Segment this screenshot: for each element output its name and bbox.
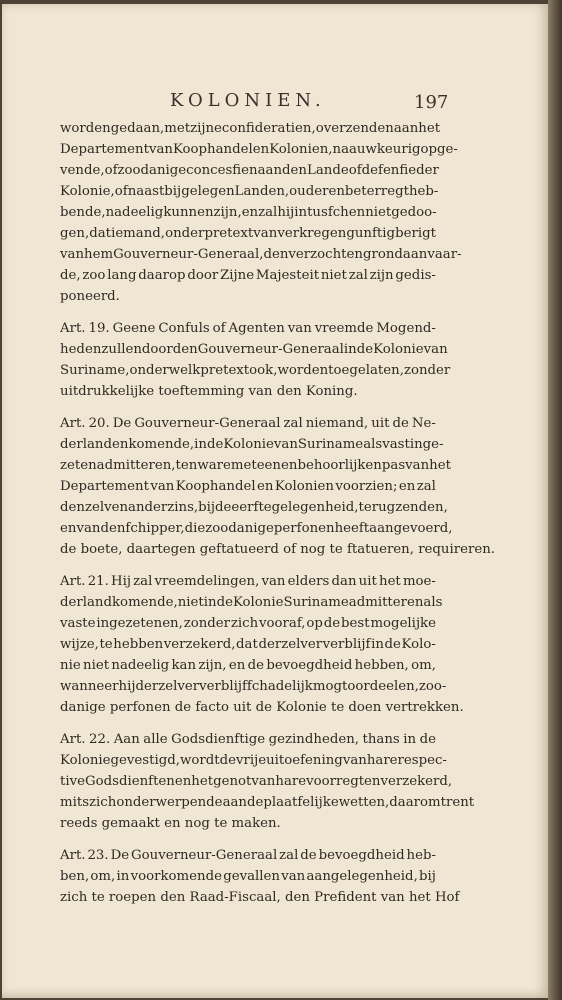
paragraph	[60, 729, 475, 834]
text-line: Art. 20. De Gouverneur-Generaal zal niemand, uit de Ne-	[60, 416, 436, 431]
text-line: Kolonie, of naastbij gelegen Landen, ouder en beter regt heb-	[60, 184, 439, 199]
text-line: Departement van Koophandel en Kolonien voorzien; en zal	[60, 479, 436, 494]
text-line: bende, nadeelig kunnen zijn, en zal hij intusfchen niet gedoo-	[60, 205, 437, 220]
text-line: Art. 23. De Gouverneur-Generaal zal de bevoegdheid heb-	[60, 848, 436, 863]
text-line: van hem Gouverneur-Generaal, den verzochten grond aanvaar-	[60, 247, 462, 262]
text-line: Departement van Koophandel en Kolonien, naauwkeurig opge-	[60, 142, 458, 157]
paragraph	[60, 571, 464, 718]
text-line: vaste ingezetenen, zonder zich vooraf, op de best mogelijke	[60, 616, 436, 631]
paragraph	[60, 318, 451, 402]
text-line: tive Godsdienften en het genot van hare voorregten verzekerd,	[60, 774, 453, 789]
text-line: de, zoo lang daarop door Zijne Majesteit niet zal zijn gedis-	[60, 268, 436, 283]
page-edge-shadow	[548, 0, 562, 1000]
paragraph	[60, 845, 460, 908]
text-line: worden gedaan, met zijne confideratien, overzenden aan het	[60, 121, 441, 136]
text-line: Art. 22. Aan alle Godsdienftige gezindheden, thans in de	[60, 732, 436, 747]
text-line: Suriname, onder welk pretext ook, worden toegelaten, zonder	[60, 363, 451, 378]
text-line: uitdrukkelijke toeftemming van den Koning.	[60, 384, 358, 399]
text-line: zich te roepen den Raad-Fiscaal, den Prefident van het Hof	[60, 890, 460, 905]
text-line: danige perfonen de facto uit de Kolonie te doen vertrekken.	[60, 700, 464, 715]
text-line: de boete, daartegen geftatueerd of nog te ftatueren, requireren.	[60, 542, 495, 557]
body-text	[60, 118, 495, 908]
text-line: Kolonie gevestigd, wordt de vrije uitoefening van hare respec-	[60, 753, 447, 768]
page-number: 197	[414, 92, 449, 113]
text-line: heden zullen door den Gouverneur-Generaal in de Kolonie van	[60, 342, 448, 357]
text-line: nie niet nadeelig kan zijn, en de bevoegdheid hebben, om,	[60, 658, 436, 673]
running-title: KOLONIEN.	[170, 90, 326, 111]
text-line: gen, dat iemand, onder pretext van verkregen gunftig berigt	[60, 226, 436, 241]
text-line: derland komende, niet in de Kolonie Suriname admitteren als	[60, 595, 443, 610]
text-line: Art. 19. Geene Confuls of Agenten van vreemde Mogend-	[60, 321, 436, 336]
text-line: zeten admitteren, ten ware met eenen behoorlijken pas van het	[60, 458, 451, 473]
text-line: vende, of zoodanige concesfien aan den Lande of defenfie der	[60, 163, 439, 178]
text-line: denzelven anderzins, bij de eerfte gelegenheid, terug zenden,	[60, 500, 448, 515]
text-line: poneerd.	[60, 289, 120, 304]
book-page	[2, 4, 548, 998]
paragraph	[60, 118, 462, 307]
text-line: reeds gemaakt en nog te maken.	[60, 816, 281, 831]
text-line: wijze, te hebben verzekerd, dat derzelver verblijf in de Kolo-	[60, 637, 436, 652]
text-line: Art. 21. Hij zal vreemdelingen, van elders dan uit het moe-	[60, 574, 436, 589]
text-line: mits zich onderwerpende aan de plaatfelijke wetten, daaromtrent	[60, 795, 475, 810]
text-line: derlanden komende, in de Kolonie van Suriname als vast inge-	[60, 437, 444, 452]
paragraph	[60, 413, 495, 560]
text-line: wanneer hij derzelver verblijf fchadelijk mogt oordeelen, zoo-	[60, 679, 447, 694]
text-line: ben, om, in voorkomende gevallen van aangelegenheid, bij	[60, 869, 436, 884]
text-line: en van den fchipper, die zoodanige perfonen heeft aangevoerd,	[60, 521, 453, 536]
